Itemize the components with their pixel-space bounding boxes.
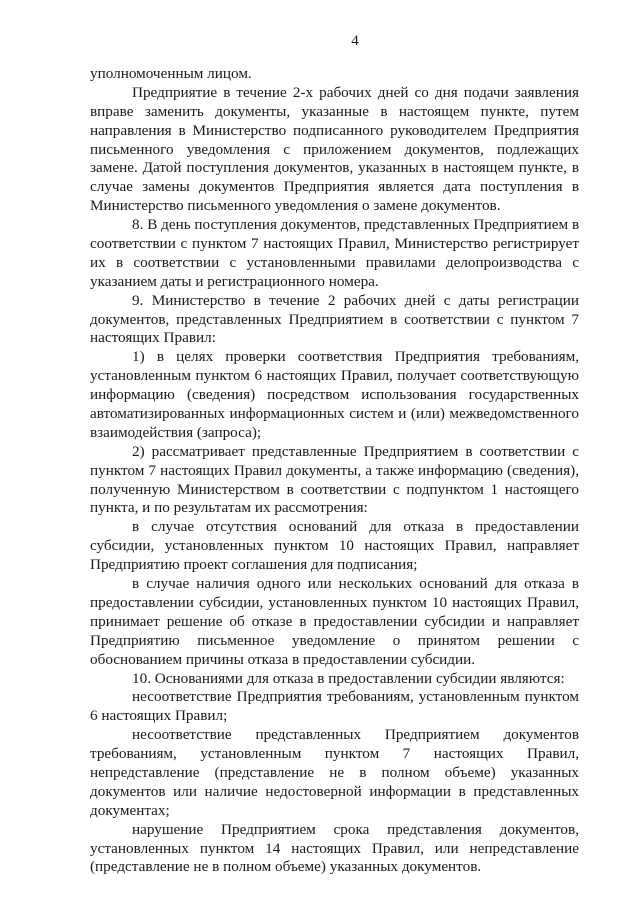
text-line: обоснованием причины отказа в предоставлении субсидии. xyxy=(90,650,476,668)
text-line: взаимодействия (запроса); xyxy=(90,423,262,441)
text-line: установленным пунктом 6 настоящих Правил, получает соответствующую xyxy=(90,367,579,385)
text-line: 2) рассматривает представленные Предприятием в соответствии с xyxy=(132,442,579,460)
text-line: требованиям, установленным пунктом 7 настоящих Правил, xyxy=(90,745,579,763)
text-line: несоответствие Предприятия требованиям, установленным пунктом xyxy=(132,688,579,706)
text-line: 10. Основаниями для отказа в предоставлении субсидии являются: xyxy=(132,669,565,687)
text-line: соответствии с пунктом 7 настоящих Правил, Министерство регистрирует xyxy=(90,235,579,253)
text-line: в случае наличия одного или нескольких оснований для отказа в xyxy=(132,575,579,593)
document-body xyxy=(90,65,579,877)
text-line: Предприятие в течение 2-х рабочих дней со дня подачи заявления xyxy=(132,83,579,101)
text-line: вправе заменить документы, указанные в настоящем пункте, путем xyxy=(90,102,579,120)
text-line: полученную Министерством в соответствии с подпунктом 1 настоящего xyxy=(90,480,579,498)
text-line: непредставление (представление не в полном объеме) указанных xyxy=(90,763,579,781)
text-line: принимает решение об отказе в предоставлении субсидии и направляет xyxy=(90,612,579,630)
text-line: письменного уведомления с приложением документов, подлежащих xyxy=(90,140,579,158)
text-line: в случае отсутствия оснований для отказа в предоставлении xyxy=(132,518,579,536)
text-line: автоматизированных информационных систем и (или) межведомственного xyxy=(90,405,579,423)
text-line: указанием даты и регистрационного номера. xyxy=(90,272,379,290)
text-line: Министерство письменного уведомления о замене документов. xyxy=(90,197,501,215)
text-line: информацию (сведения) посредством использования государственных xyxy=(90,386,579,404)
page-number: 4 xyxy=(351,33,359,49)
text-line: нарушение Предприятием срока представления документов, xyxy=(132,820,579,838)
text-line: пункта, и по результатам их рассмотрения: xyxy=(90,499,368,517)
text-line: установленных пунктом 14 настоящих Правил, или непредставление xyxy=(90,839,579,857)
text-line: случае замены документов Предприятия является дата поступления в xyxy=(90,178,579,196)
text-line: 9. Министерство в течение 2 рабочих дней с даты регистрации xyxy=(132,291,579,309)
text-line: замене. Датой поступления документов, указанных в настоящем пункте, в xyxy=(90,159,579,177)
text-line: документах; xyxy=(90,801,170,819)
text-line: Предприятию проект соглашения для подписания; xyxy=(90,556,418,574)
text-line: Предприятию письменное уведомление о принятом решении с xyxy=(90,631,579,649)
text-line: несоответствие представленных Предприятием документов xyxy=(132,726,579,744)
text-line: настоящих Правил: xyxy=(90,329,216,347)
text-line: пунктом 7 настоящих Правил документы, а также информацию (сведения), xyxy=(90,461,579,479)
text-line: 6 настоящих Правил; xyxy=(90,707,228,725)
text-line: направления в Министерство подписанного руководителем Предприятия xyxy=(90,121,579,139)
text-line: уполномоченным лицом. xyxy=(90,65,252,82)
text-line: 1) в целях проверки соответствия Предприятия требованиям, xyxy=(132,348,579,366)
text-line: (представление не в полном объеме) указанных документов. xyxy=(90,858,482,876)
text-line: предоставлении субсидии, установленных пунктом 10 настоящих Правил, xyxy=(90,593,579,611)
text-line: документов или наличие недостоверной информации в представленных xyxy=(90,782,579,800)
text-line: субсидии, установленных пунктом 10 настоящих Правил, направляет xyxy=(90,537,579,555)
text-line: их в соответствии с установленными правилами делопроизводства с xyxy=(90,253,579,271)
text-line: документов, представленных Предприятием в соответствии с пунктом 7 xyxy=(90,310,579,328)
text-line: 8. В день поступления документов, представленных Предприятием в xyxy=(132,216,580,234)
